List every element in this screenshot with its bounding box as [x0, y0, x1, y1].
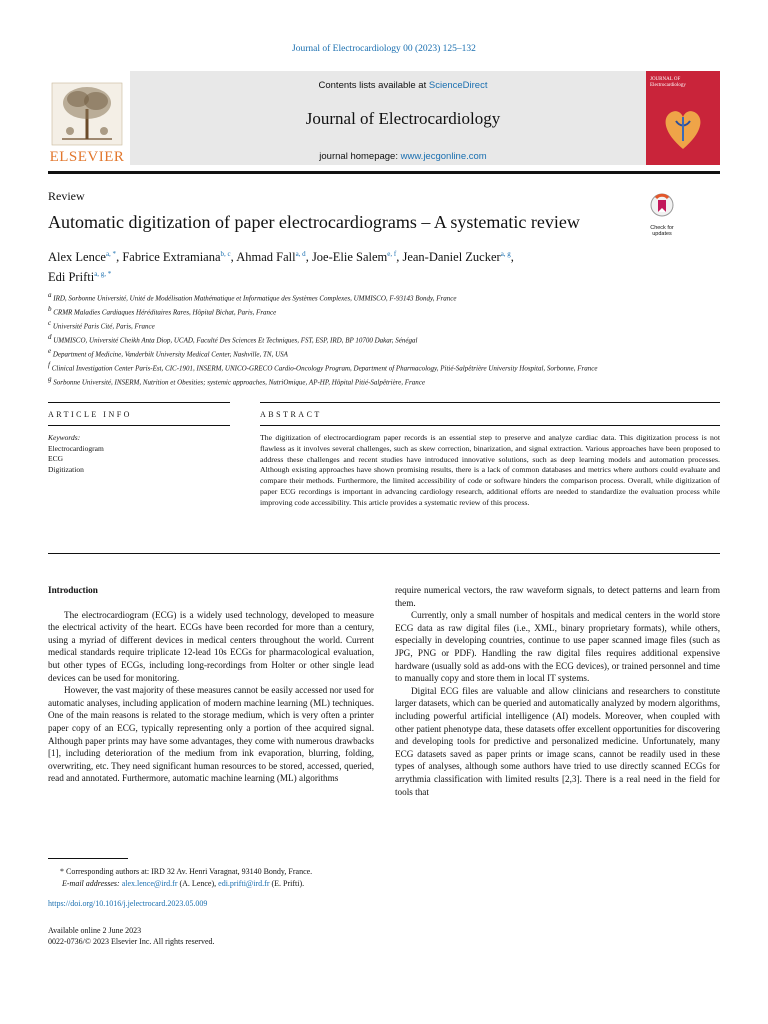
cover-title: JOURNAL OF Electrocardiology: [650, 77, 686, 88]
author-affiliation-marker[interactable]: b, c: [220, 250, 231, 258]
affiliation-text: UMMISCO, Université Cheikh Anta Diop, UCAD, Faculté Des Sciences Et Techniques, FST, ESP, IRD, BP 10700 Dakar, Sénégal: [53, 336, 418, 345]
elsevier-logo[interactable]: [48, 79, 126, 165]
abstract-top-rule: [260, 402, 720, 403]
section-heading-introduction: Introduction: [48, 585, 98, 595]
keyword-item: ECG: [48, 454, 63, 463]
affiliation-list: [48, 290, 688, 388]
article-info-rule: [48, 425, 230, 426]
heart-icon: [646, 71, 720, 165]
affiliation-text: Université Paris Cité, Paris, France: [52, 322, 155, 331]
body-paragraph: Digital ECG files are valuable and allow clinicians and researchers to constitute larger datasets, which can be queried and automatically analyzed by modern algorithms, including powerful artificial intelligence (AI) models. Moreover, when coupled with other patient phenotype data, these datasets offer excellent opportunities for discovering and developing tools for predictive and personalized medicine. Unfortunately, many ECG datasets saved as paper prints or image scans, cannot be readily used in these types of analyses, although some authors have tried to use directly scanned ECGs for arrythmia classification with limited results [2,3]. There is a real need in the field for tools that: [395, 685, 720, 797]
author-affiliation-marker[interactable]: a, g: [500, 250, 511, 258]
affiliation-item: [48, 332, 688, 346]
check-updates-label: Check for updates: [650, 225, 674, 237]
doi-link[interactable]: https://doi.org/10.1016/j.jelectrocard.2023.05.009: [48, 899, 208, 908]
affiliation-item: [48, 290, 688, 304]
body-paragraph: require numerical vectors, the raw waveform signals, to detect patterns and learn from them.: [395, 585, 720, 608]
author-affiliation-marker[interactable]: a, d: [295, 250, 306, 258]
author-affiliation-marker[interactable]: a, g, *: [94, 270, 112, 279]
body-left-column: [48, 584, 374, 785]
email-link-prifti[interactable]: edi.prifti@ird.fr: [218, 879, 270, 888]
author-affiliation-marker[interactable]: e, f: [387, 250, 397, 258]
affiliation-key: e: [48, 347, 52, 356]
masthead-banner: [130, 71, 676, 165]
availability-info: [48, 925, 215, 947]
email-link-lence[interactable]: alex.lence@ird.fr: [121, 879, 178, 888]
body-paragraph: Currently, only a small number of hospitals and medical centers in the world store ECG data as raw digital files (i.e., XML, binary proprietary formats), while others, especially in developing countries, continue to use paper scanned image files (such as JPG, PNG or PDF). Handling the raw digital files requires additional expensive hardware (usually sold as add-ons with the ECG devices), or trained personnel and time to manually copy and store them in local IT systems.: [395, 610, 720, 684]
affiliation-item: [48, 304, 688, 318]
homepage-prefix: journal homepage:: [319, 151, 401, 162]
email-label: E-mail addresses:: [62, 879, 120, 888]
affiliation-key: c: [48, 319, 52, 328]
abstract-rule: [260, 425, 720, 426]
keywords-label: Keywords:: [48, 433, 81, 442]
affiliation-text: CRMR Maladies Cardiaques Héréditaires Rares, Hôpital Bichat, Paris, France: [53, 308, 277, 317]
running-header[interactable]: Journal of Electrocardiology 00 (2023) 125–132: [292, 44, 476, 54]
affiliation-text: IRD, Sorbonne Université, Unité de Modélisation Mathématique et Informatique des Systèmes Complexes, UMMISCO, F-93143 Bondy, France: [53, 294, 457, 303]
author-affiliation-marker[interactable]: a, *: [105, 250, 117, 258]
affiliation-item: [48, 360, 688, 374]
affiliation-key: d: [48, 333, 52, 342]
author-name[interactable]: Ahmad Fall: [236, 250, 296, 265]
abstract-heading: ABSTRACT: [260, 410, 322, 419]
author-separator: ,: [116, 250, 123, 265]
affiliation-key: g: [48, 375, 52, 384]
author-name[interactable]: Jean-Daniel Zucker: [402, 250, 501, 265]
author-name[interactable]: Alex Lence: [48, 250, 106, 265]
author-name[interactable]: Edi Prifti: [48, 270, 95, 285]
journal-title: Journal of Electrocardiology: [305, 109, 501, 128]
contents-prefix: Contents lists available at: [318, 80, 429, 91]
publisher-wordmark: ELSEVIER: [49, 149, 125, 165]
author-name[interactable]: Joe-Elie Salem: [311, 250, 388, 265]
affiliation-text: Clinical Investigation Center Paris-Est, CIC-1901, INSERM, UNICO-GRECO Cardio-Oncology Program, Department of Pharmacology, Pitié-Salpêtrière University Hospital, Sorbonne, France: [51, 364, 598, 373]
article-title: Automatic digitization of paper electrocardiograms – A systematic review: [48, 212, 580, 232]
available-online: Available online 2 June 2023: [48, 926, 142, 935]
email-name-lence: (A. Lence),: [177, 879, 219, 888]
affiliation-item: [48, 318, 688, 332]
affiliation-key: a: [48, 291, 52, 299]
check-for-updates-button[interactable]: [644, 192, 680, 237]
author-separator: ,: [230, 250, 237, 265]
article-info-heading: ARTICLE INFO: [48, 410, 132, 419]
body-paragraph: However, the vast majority of these measures cannot be easily accessed nor used for automatic analyses, including application of modern machine learning (ML) techniques. One of the main reasons is related to the storage medium, which is very often a printer paper copy of an ECG, typically representing only a portion of thee acquired signal. Although paper prints may have some advantages, they come with numerous drawbacks [1], including deterioration of the medium from ink evaporation, blurring, folding, overwriting, etc. They need significant human resources to be stored, accessed, queried, read and annotated. Furthermore, automatic machine learning (ML) algorithms: [48, 685, 374, 784]
author-separator: ,: [396, 250, 403, 265]
email-name-prifti: (E. Prifti).: [269, 879, 305, 888]
keyword-item: Digitization: [48, 464, 84, 474]
article-type: Review: [48, 189, 85, 203]
affiliation-text: Department of Medicine, Vanderbilt University Medical Center, Nashville, TN, USA: [52, 350, 288, 359]
article-info-top-rule: [48, 402, 230, 403]
body-right-column: [395, 584, 720, 798]
affiliation-key: f: [48, 361, 50, 370]
author-name[interactable]: Fabrice Extramiana: [122, 250, 221, 265]
masthead-rule: [48, 171, 720, 174]
affiliation-item: [48, 346, 688, 360]
body-paragraph: The electrocardiogram (ECG) is a widely used technology, developed to measure the electrical activity of the heart. ECGs have been recorded for more than a century, using a myriad of different devices in medical centers throughout the world. Current medical standards require triplicate 12-lead 10s ECGs for pharmacological evaluation, but other types of ECGs, including long-recordings from Holter or other single lead devices can be used for monitoring.: [48, 609, 374, 683]
abstract-text: The digitization of electrocardiogram paper records is an essential step to preserve and analyze cardiac data. This digitization process is not flawless as it involves several challenges, such as skew correction, binarization, and signal extraction. Various approaches have been proposed to address these challenges and recent studies have introduced innovative solutions, such as deep learning models and automation processes. Although existing approaches have shown promising results, there is a lack of common databases and metrics where authors could evaluate and compare their methods. Furthermore, the limited accessibility of code or software hinders the comparison process. Overall, while digitization of paper ECG recordings is important in advancing cardiology research, additional efforts are needed to standardize the evaluation process while improving code accessibility. This article provides a systematic review of this process.: [260, 433, 720, 507]
author-separator: ,: [305, 250, 312, 265]
affiliation-text: Sorbonne Université, INSERM, Nutrition et Obesities; systemic approaches, NutriOmique, AP-HP, Hôpital Pitié-Salpêtrière, France: [53, 378, 425, 387]
journal-masthead: [48, 71, 720, 165]
keywords-block: [48, 433, 228, 475]
homepage-line: [130, 151, 676, 162]
author-separator: ,: [510, 250, 514, 265]
footnotes: [48, 866, 448, 890]
check-updates-icon: [644, 192, 680, 220]
email-note: [48, 878, 448, 890]
sciencedirect-link[interactable]: ScienceDirect: [428, 80, 488, 91]
homepage-link[interactable]: www.jecgonline.com: [400, 151, 487, 162]
keyword-item: Electrocardiogram: [48, 443, 104, 453]
affiliation-key: b: [48, 305, 52, 314]
footnote-rule: [48, 858, 128, 859]
abstract-bottom-rule: [48, 553, 720, 554]
journal-cover-thumbnail[interactable]: [646, 71, 720, 165]
author-list: [48, 246, 648, 286]
corresponding-author-note: * Corresponding authors at: IRD 32 Av. Henri Varagnat, 93140 Bondy, France.: [60, 867, 313, 876]
elsevier-tree-icon: [48, 79, 126, 149]
affiliation-item: [48, 374, 688, 388]
contents-line: [130, 80, 676, 91]
copyright-line: 0022-0736/© 2023 Elsevier Inc. All rights reserved.: [48, 937, 215, 946]
